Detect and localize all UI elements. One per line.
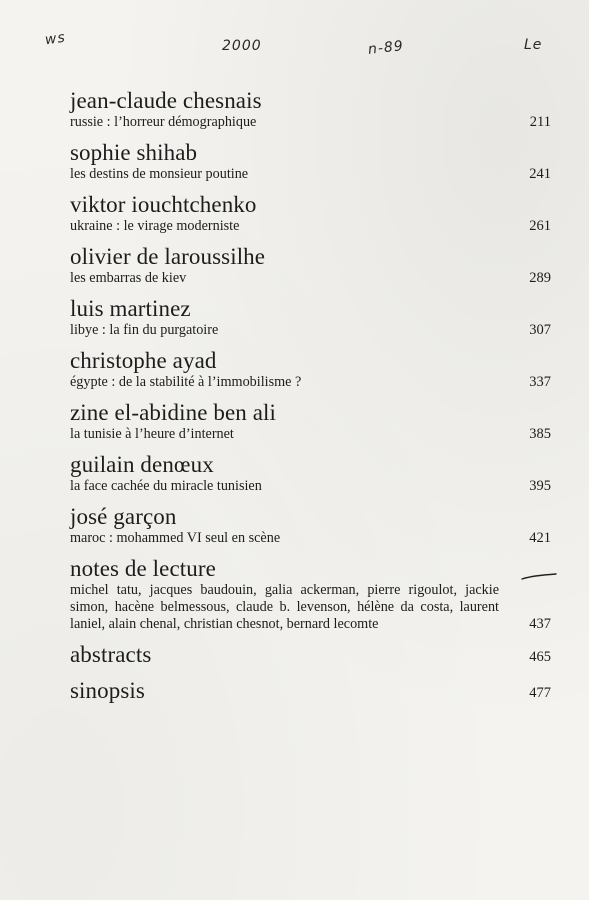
table-of-contents xyxy=(70,88,551,714)
entry-author: guilain denœux xyxy=(70,452,214,477)
entry-title: maroc : mohammed VI seul en scène xyxy=(70,530,281,546)
entry-author: zine el-abidine ben ali xyxy=(70,400,277,425)
entry-page-number: 385 xyxy=(529,426,551,442)
entry-author: josé garçon xyxy=(70,504,177,529)
entry-page-number: 437 xyxy=(529,616,551,632)
toc-entry xyxy=(70,244,551,287)
entry-page-number: 337 xyxy=(529,374,551,390)
entry-author: christophe ayad xyxy=(70,348,217,373)
toc-entry xyxy=(70,452,551,495)
toc-entry xyxy=(70,400,551,443)
entry-reviewers-list: michel tatu, jacques baudouin, galia ackerman, pierre rigoulot, jackie simon, hacène belmessous, claude b. levenson, hélène da costa, laurent laniel, alain chenal, christian chesnot, bernard lecomte xyxy=(70,582,499,632)
entry-page-number: 261 xyxy=(529,218,551,234)
entry-title: égypte : de la stabilité à l’immobilisme ? xyxy=(70,374,302,390)
pen-underline-mark xyxy=(521,573,557,581)
toc-entry xyxy=(70,140,551,183)
entry-page-number: 477 xyxy=(529,685,551,701)
handwritten-issue-number: n-89 xyxy=(367,38,405,58)
entry-title: la face cachée du miracle tunisien xyxy=(70,478,262,494)
entry-author: viktor iouchtchenko xyxy=(70,192,257,217)
toc-entry xyxy=(70,296,551,339)
entry-page-number: 241 xyxy=(529,166,551,182)
entry-title: ukraine : le virage moderniste xyxy=(70,218,240,234)
entry-page-number: 289 xyxy=(529,270,551,286)
toc-entry-reading-notes xyxy=(70,556,551,633)
entry-author: luis martinez xyxy=(70,296,191,321)
entry-heading: sinopsis xyxy=(70,678,145,703)
toc-entry-sinopsis xyxy=(70,678,551,704)
handwritten-year: 2000 xyxy=(222,38,262,54)
entry-title: libye : la fin du purgatoire xyxy=(70,322,219,338)
handwritten-note-left: ws xyxy=(43,29,67,49)
toc-entry-abstracts xyxy=(70,642,551,668)
entry-author: notes de lecture xyxy=(70,556,216,581)
entry-page-number: 395 xyxy=(529,478,551,494)
entry-page-number: 307 xyxy=(529,322,551,338)
toc-entry xyxy=(70,348,551,391)
toc-entry xyxy=(70,504,551,547)
entry-title: les destins de monsieur poutine xyxy=(70,166,249,182)
entry-author: olivier de laroussilhe xyxy=(70,244,266,269)
entry-title: la tunisie à l’heure d’internet xyxy=(70,426,234,442)
entry-author: sophie shihab xyxy=(70,140,198,165)
toc-entry xyxy=(70,88,551,131)
toc-entry xyxy=(70,192,551,235)
entry-page-number: 465 xyxy=(529,649,551,665)
entry-page-number: 421 xyxy=(529,530,551,546)
entry-author: jean-claude chesnais xyxy=(70,88,262,113)
entry-title: russie : l’horreur démographique xyxy=(70,114,257,130)
handwritten-note-right: Le xyxy=(524,37,543,53)
entry-title: les embarras de kiev xyxy=(70,270,187,286)
entry-page-number: 211 xyxy=(529,114,551,130)
entry-heading: abstracts xyxy=(70,642,152,667)
